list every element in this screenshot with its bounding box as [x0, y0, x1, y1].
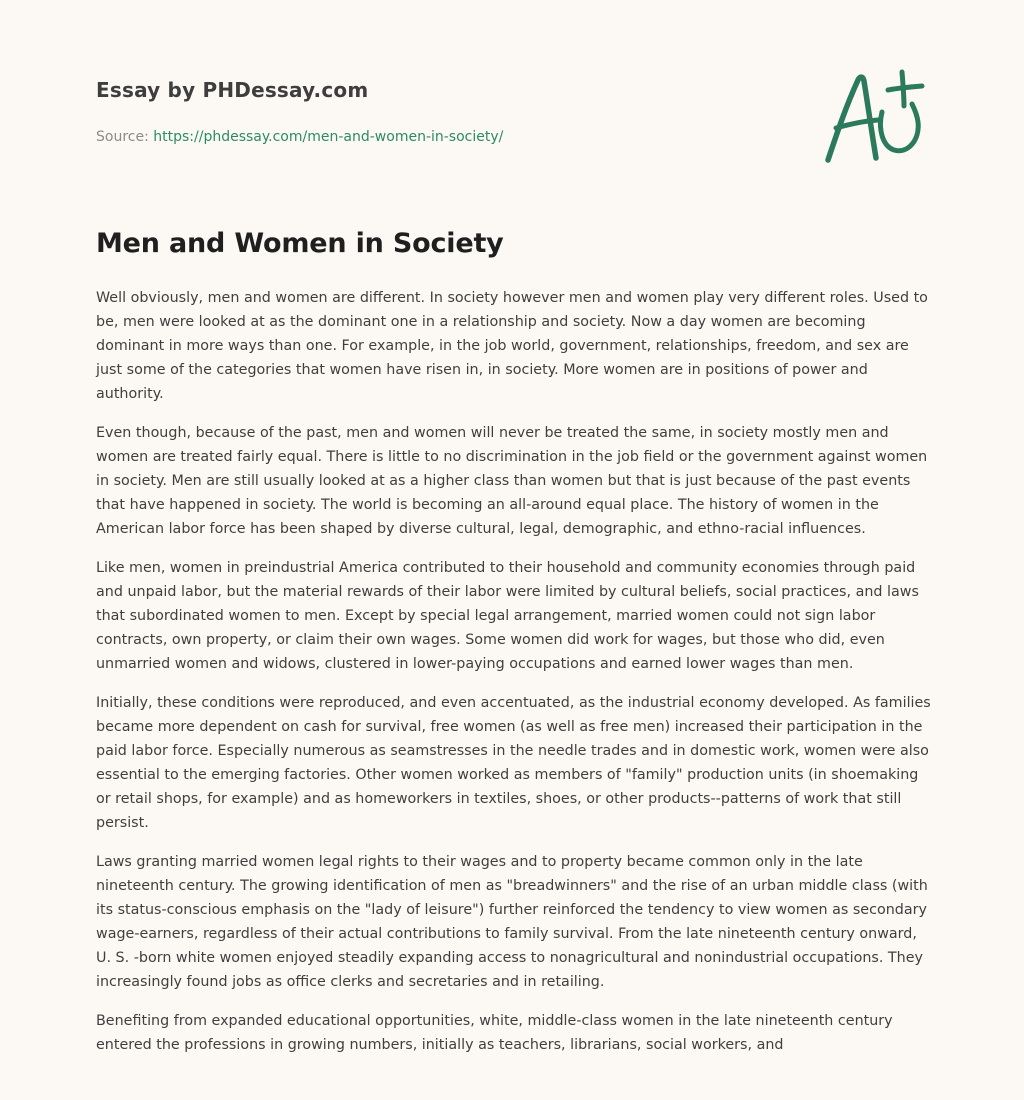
- essay-body: [96, 286, 934, 1072]
- essay-paragraph: Even though, because of the past, men and women will never be treated the same, in society mostly men and women are treated fairly equal. There is little to no discrimination in the job field or the government against women in society. Men are still usually looked at as a higher class than women but that is just because of the past events that have happened in society. The world is becoming an all-around equal place. The history of women in the American labor force has been shaped by diverse cultural, legal, demographic, and ethno-racial influences.: [96, 425, 928, 537]
- essay-paragraph: Like men, women in preindustrial America contributed to their household and community economies through paid and unpaid labor, but the material rewards of their labor were limited by cultural beliefs, social practices, and laws that subordinated women to men. Except by special legal arrangement, married women could not sign labor contracts, own property, or claim their own wages. Some women did work for wages, but those who did, even unmarried women and widows, clustered in lower-paying occupations and earned lower wages than men.: [96, 560, 919, 672]
- source-label: Source:: [96, 129, 149, 145]
- source-link[interactable]: https://phdessay.com/men-and-women-in-society/: [153, 129, 504, 145]
- essay-header: [96, 76, 736, 147]
- essay-paragraph: Initially, these conditions were reproduced, and even accentuated, as the industrial economy developed. As families became more dependent on cash for survival, free women (as well as free men) increased their participation in the paid labor force. Especially numerous as seamstresses in the needle trades and in domestic work, women were also essential to the emerging factories. Other women worked as members of "family" production units (in shoemaking or retail shops, for example) and as homeworkers in textiles, shoes, or other products--patterns of work that still persist.: [96, 695, 931, 831]
- source-line: [96, 127, 736, 147]
- site-title: Essay by PHDessay.com: [96, 78, 369, 102]
- essay-paragraph: Benefiting from expanded educational opportunities, white, middle-class women in the late nineteenth century entered the professions in growing numbers, initially as teachers, librarians, social workers, and: [96, 1013, 893, 1053]
- a-plus-logo-icon: [822, 66, 932, 166]
- essay-title: Men and Women in Society: [96, 228, 504, 259]
- essay-paragraph: Well obviously, men and women are different. In society however men and women play very different roles. Used to be, men were looked at as the dominant one in a relationship and society. Now a day women are becoming dominant in more ways than one. For example, in the job world, government, relationships, freedom, and sex are just some of the categories that women have risen in, in society. More women are in positions of power and authority.: [96, 290, 928, 402]
- essay-paragraph: Laws granting married women legal rights to their wages and to property became common only in the late nineteenth century. The growing identification of men as "breadwinners" and the rise of an urban middle class (with its status-conscious emphasis on the "lady of leisure") further reinforced the tendency to view women as secondary wage-earners, regardless of their actual contributions to family survival. From the late nineteenth century onward, U. S. -born white women enjoyed steadily expanding access to nonagricultural and nonindustrial occupations. They increasingly found jobs as office clerks and secretaries and in retailing.: [96, 854, 928, 990]
